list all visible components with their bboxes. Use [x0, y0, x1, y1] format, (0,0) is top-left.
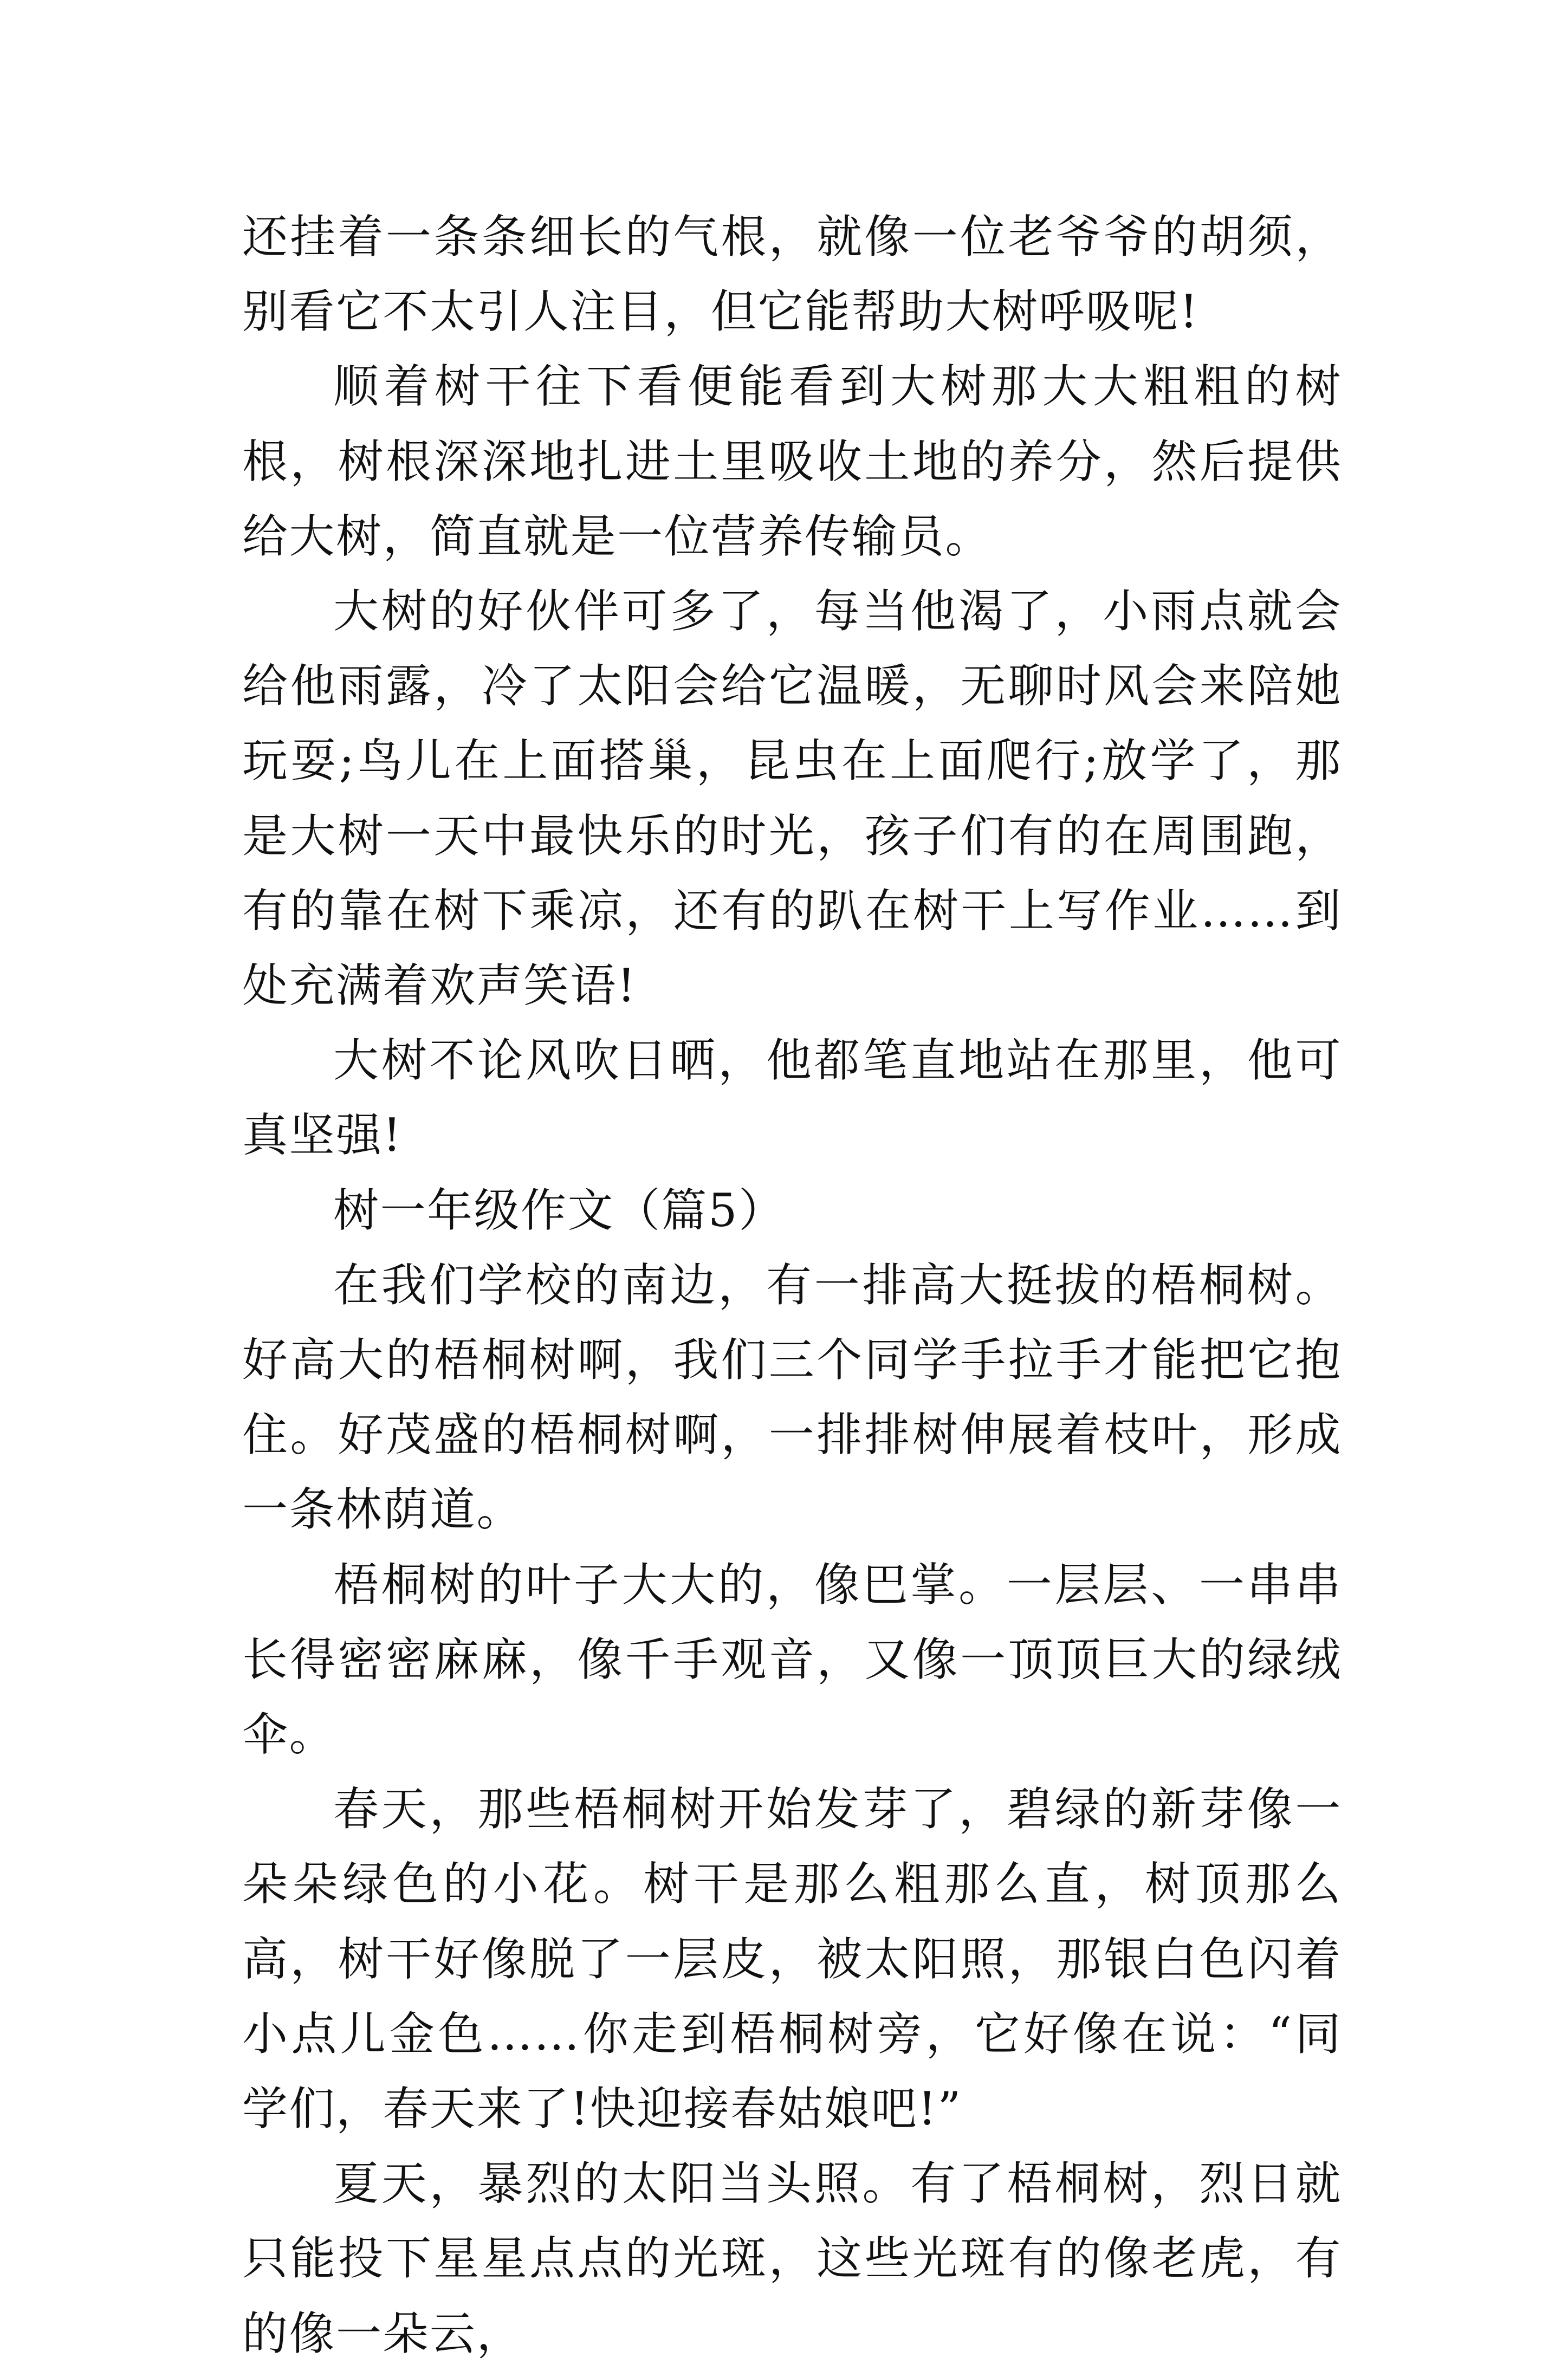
paragraph: 在我们学校的南边，有一排高大挺拔的梧桐树。好高大的梧桐树啊，我们三个同学手拉手才能把它抱住。好茂盛的梧桐树啊，一排排树伸展着枝叶，形成一条林荫道。	[242, 1258, 1342, 1537]
paragraph: 春天，那些梧桐树开始发芽了，碧绿的新芽像一朵朵绿色的小花。树干是那么粗那么直，树顶那么高，树干好像脱了一层皮，被太阳照，那银白色闪着小点儿金色……你走到梧桐树旁，它好像在说：“同学们，春天来了!快迎接春姑娘吧!”	[242, 1783, 1342, 2136]
document-body	[242, 199, 1342, 2371]
paragraph: 大树不论风吹日晒，他都笔直地站在那里，他可真坚强!	[242, 1034, 1342, 1162]
paragraph: 梧桐树的叶子大大的，像巴掌。一层层、一串串长得密密麻麻，像千手观音，又像一顶顶巨大的绿绒伞。	[242, 1558, 1342, 1761]
section-heading: 树一年级作文（篇5）	[333, 1183, 786, 1237]
paragraph: 夏天，暴烈的太阳当头照。有了梧桐树，烈日就只能投下星星点点的光斑，这些光斑有的像老虎，有的像一朵云，	[242, 2157, 1342, 2360]
paragraph: 顺着树干往下看便能看到大树那大大粗粗的树根，树根深深地扎进土里吸收土地的养分，然后提供给大树，简直就是一位营养传输员。	[242, 360, 1342, 563]
paragraph: 大树的好伙伴可多了，每当他渴了，小雨点就会给他雨露，冷了太阳会给它温暖，无聊时风会来陪她玩耍;鸟儿在上面搭巢，昆虫在上面爬行;放学了，那是大树一天中最快乐的时光，孩子们有的在周围跑，有的靠在树下乘凉，还有的趴在树干上写作业……到处充满着欢声笑语!	[242, 585, 1342, 1013]
paragraph: 还挂着一条条细长的气根，就像一位老爷爷的胡须，别看它不太引人注目，但它能帮助大树呼吸呢!	[242, 210, 1342, 339]
